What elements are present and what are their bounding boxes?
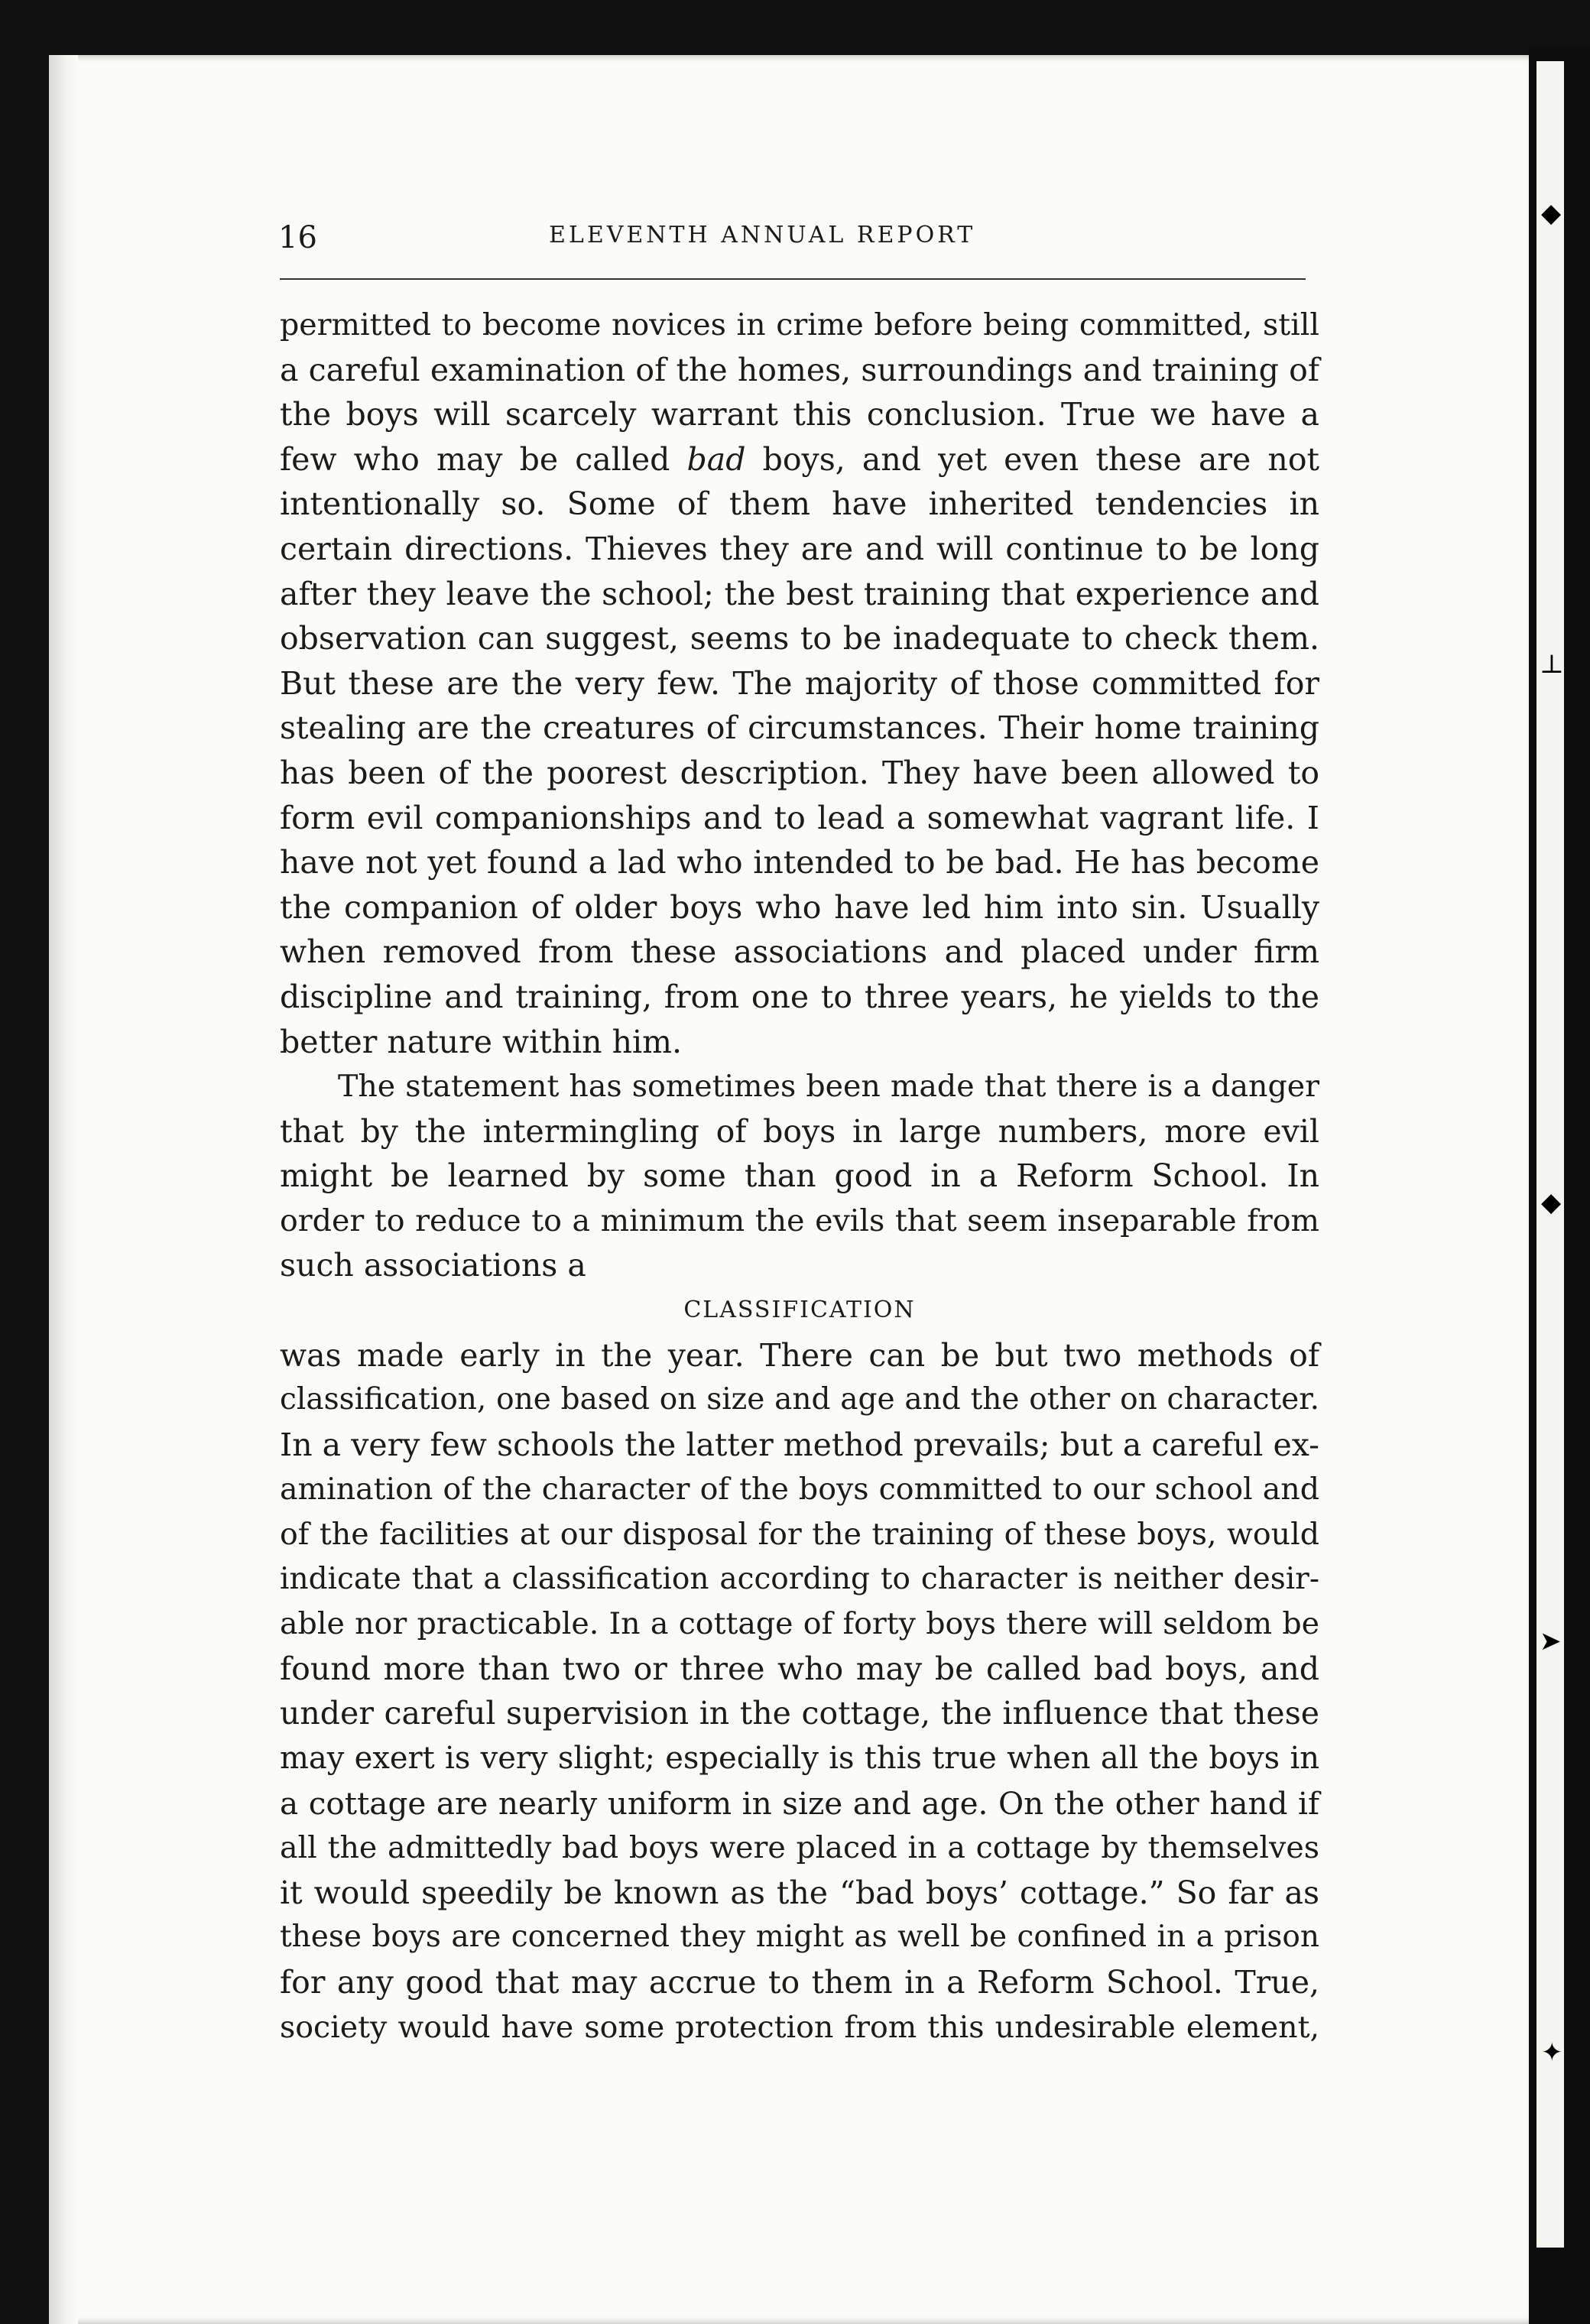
section-heading: CLASSIFICATION <box>683 1297 916 1324</box>
margin-mark-icon: ⊥ <box>1540 649 1564 680</box>
paragraph-1 <box>280 303 1319 1064</box>
paragraph-3 <box>280 1333 1319 2050</box>
text-line: indicate that a classification according to character is neither desir- <box>280 1561 1319 1596</box>
margin-mark-icon: ◆ <box>1541 1187 1562 1218</box>
margin-mark-icon: ✦ <box>1541 2037 1563 2068</box>
body-text <box>280 303 1319 2050</box>
text-line: these boys are concerned they might as well be confined in a prison <box>280 1920 1319 1955</box>
text-line: has been of the poorest description. They have been allowed to <box>280 754 1319 791</box>
paragraph-2 <box>280 1064 1319 1288</box>
text-line: order to reduce to a minimum the evils that seem inseparable from <box>280 1203 1319 1238</box>
text-line: discipline and training, from one to three years, he yields to the <box>280 978 1319 1015</box>
text-line: of the facilities at our disposal for the training of these boys, would <box>280 1517 1319 1553</box>
page-header <box>278 214 1303 260</box>
text-line <box>280 437 1319 482</box>
text-line: it would speedily be known as the “bad boys’ cottage.” So far as <box>280 1874 1319 1911</box>
running-title: ELEVENTH ANNUAL REPORT <box>549 222 976 248</box>
text-line: certain directions. Thieves they are and will continue to be long <box>280 530 1319 567</box>
text-line: have not yet found a lad who intended to be bad. He has become <box>280 844 1319 881</box>
text-line: But these are the very few. The majority of those committed for <box>280 664 1319 702</box>
text-run: boys, and yet even these are not <box>745 440 1319 478</box>
text-line: stealing are the creatures of circumstances. Their home training <box>280 709 1319 747</box>
text-line: observation can suggest, seems to be inadequate to check them. <box>280 620 1319 657</box>
text-line: such associations a <box>280 1247 586 1284</box>
header-rule <box>280 278 1306 280</box>
text-line: a careful examination of the homes, surroundings and training of <box>280 351 1319 388</box>
text-line: may exert is very slight; especially is this true when all the boys in <box>280 1741 1319 1776</box>
text-line: after they leave the school; the best training that experience and <box>280 575 1319 612</box>
text-line: found more than two or three who may be called bad boys, and <box>280 1650 1319 1687</box>
margin-mark-icon: ◆ <box>1541 198 1562 229</box>
emphasis-word: bad <box>686 440 746 478</box>
text-line: better nature within him. <box>280 1023 683 1060</box>
text-line: classification, one based on size and age and the other on character. <box>280 1382 1319 1417</box>
text-line: amination of the character of the boys committed to our school and <box>280 1472 1319 1508</box>
next-page-edge <box>1536 61 1564 2248</box>
text-line: under careful supervision in the cottage, the influence that these <box>280 1695 1319 1732</box>
text-line: the companion of older boys who have led him into sin. Usually <box>280 888 1319 926</box>
text-line: for any good that may accrue to them in a Reform School. True, <box>280 1963 1319 2001</box>
text-line: form evil companionships and to lead a somewhat vagrant life. I <box>280 799 1319 836</box>
text-line: that by the intermingling of boys in large numbers, more evil <box>280 1112 1319 1150</box>
text-line: might be learned by some than good in a Reform School. In <box>280 1157 1319 1195</box>
text-line: when removed from these associations and placed under firm <box>280 933 1319 971</box>
text-line: permitted to become novices in crime before being committed, still <box>280 307 1319 342</box>
text-line: The statement has sometimes been made that there is a danger <box>338 1069 1319 1105</box>
text-line: society would have some protection from this undesirable element, <box>280 2009 1319 2045</box>
text-line: able nor practicable. In a cottage of forty boys there will seldom be <box>280 1606 1319 1642</box>
text-line: was made early in the year. There can be but two methods of <box>280 1336 1319 1374</box>
text-run: few who may be called <box>280 440 687 478</box>
page-number: 16 <box>278 220 317 255</box>
text-line: a cottage are nearly uniform in size and age. On the other hand if <box>280 1784 1319 1822</box>
text-line: intentionally so. Some of them have inherited tendencies in <box>280 485 1319 523</box>
text-line: the boys will scarcely warrant this conclusion. True we have a <box>280 396 1319 433</box>
margin-mark-icon: ➤ <box>1540 1626 1562 1657</box>
page-binding-shadow <box>49 55 78 2324</box>
text-line: In a very few schools the latter method prevails; but a careful ex- <box>280 1426 1319 1463</box>
text-line: all the admittedly bad boys were placed in a cottage by themselves <box>280 1830 1319 1866</box>
